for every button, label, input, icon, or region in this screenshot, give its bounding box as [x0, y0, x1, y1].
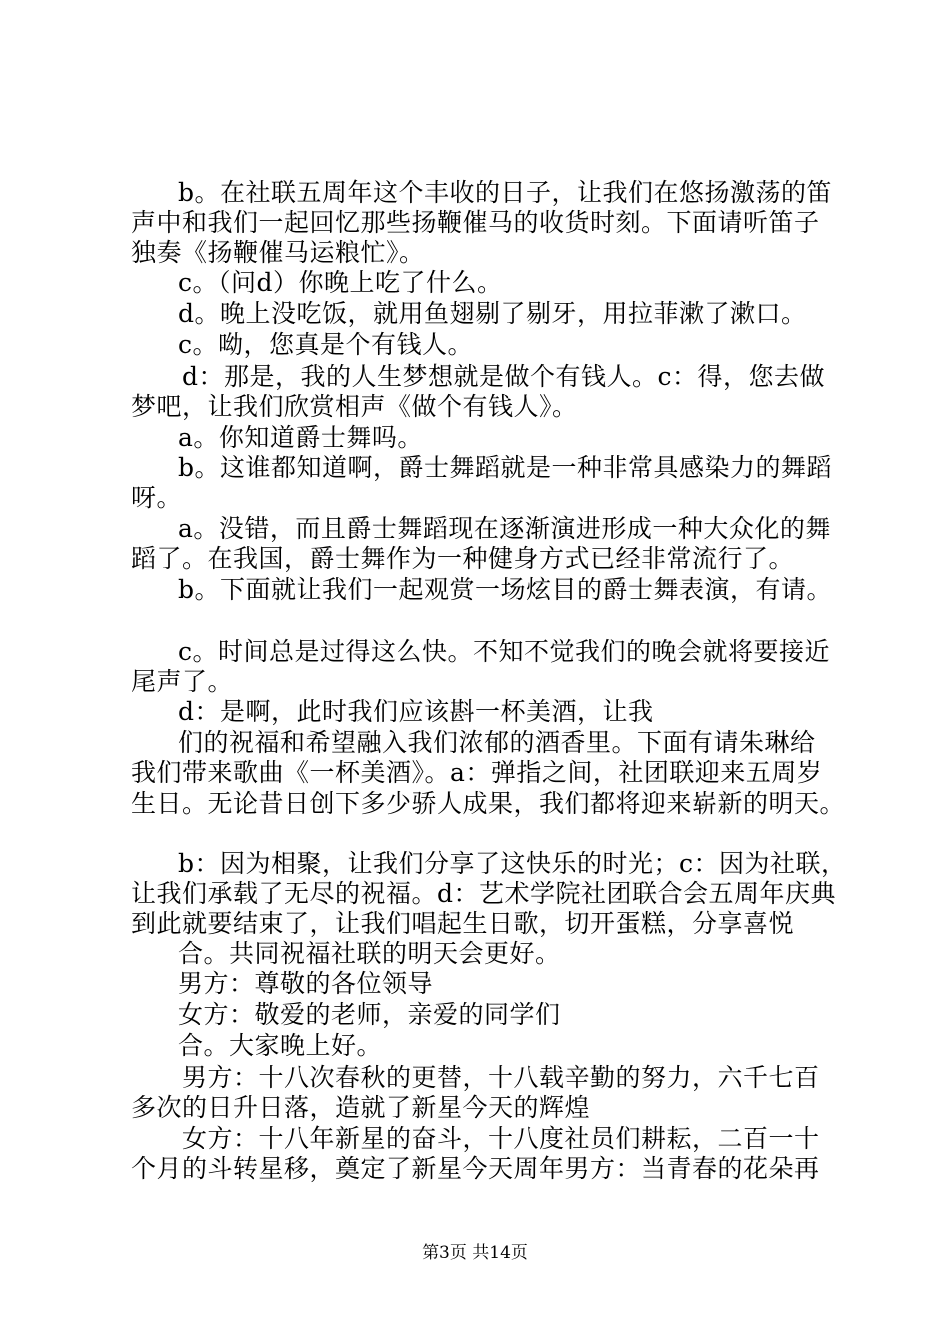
text-line: 个月的斗转星移，奠定了新星今天周年男方：当青春的花朵再 [131, 1154, 820, 1183]
text-line: 尾声了。 [131, 667, 234, 696]
text-line: c。时间总是过得这么快。不知不觉我们的晚会就将要接近 [178, 637, 831, 666]
text-line: 我们带来歌曲《一杯美酒》。a：弹指之间，社团联迎来五周岁 [131, 758, 823, 787]
text-line: 梦吧，让我们欣赏相声《做个有钱人》。 [131, 392, 578, 421]
text-line: 合。大家晚上好。 [178, 1031, 383, 1060]
text-line: 男方：尊敬的各位领导 [178, 969, 434, 998]
text-line: b。这谁都知道啊，爵士舞蹈就是一种非常具感染力的舞蹈 [178, 453, 833, 482]
text-line: 让我们承载了无尽的祝福。d：艺术学院社团联合会五周年庆典 [131, 879, 837, 908]
text-line: d：是啊，此时我们应该斟一杯美酒，让我 [178, 697, 654, 726]
text-line: 到此就要结束了，让我们唱起生日歌，切开蛋糕，分享喜悦 [131, 909, 795, 938]
text-line: 女方：敬爱的老师，亲爱的同学们 [178, 1000, 561, 1029]
page-number-footer: 第3页 共14页 [422, 1243, 528, 1263]
text-line: d。晚上没吃饭，就用鱼翅剔了剔牙，用拉菲漱了漱口。 [178, 299, 807, 328]
text-line: d：那是，我的人生梦想就是做个有钱人。c：得，您去做 [182, 362, 826, 391]
text-line: 合。共同祝福社联的明天会更好。 [178, 939, 561, 968]
text-line: 男方：十八次春秋的更替，十八载辛勤的努力，六千七百 [182, 1063, 820, 1092]
text-line: b：因为相聚，让我们分享了这快乐的时光；c：因为社联， [178, 849, 847, 878]
text-line: b。在社联五周年这个丰收的日子，让我们在悠扬激荡的笛 [178, 178, 833, 207]
text-line: 女方：十八年新星的奋斗，十八度社员们耕耘，二百一十 [182, 1124, 820, 1153]
text-line: 呀。 [131, 483, 183, 512]
text-line: 生日。无论昔日创下多少骄人成果，我们都将迎来崭新的明天。 [131, 789, 846, 818]
text-line: 声中和我们一起回忆那些扬鞭催马的收货时刻。下面请听笛子 [131, 208, 820, 237]
text-line: c。（问d）你晚上吃了什么。 [178, 268, 503, 297]
text-line: a。你知道爵士舞吗。 [178, 423, 423, 452]
text-line: 蹈了。在我国，爵士舞作为一种健身方式已经非常流行了。 [131, 544, 795, 573]
text-line: 们的祝福和希望融入我们浓郁的酒香里。下面有请朱琳给 [178, 728, 816, 757]
text-line: a。没错，而且爵士舞蹈现在逐渐演进形成一种大众化的舞 [178, 514, 831, 543]
text-line: 独奏《扬鞭催马运粮忙》。 [131, 238, 425, 267]
text-line: b。下面就让我们一起观赏一场炫目的爵士舞表演，有请。 [178, 575, 833, 604]
text-line: c。呦，您真是个有钱人。 [178, 330, 474, 359]
text-line: 多次的日升日落，造就了新星今天的辉煌 [131, 1093, 591, 1122]
